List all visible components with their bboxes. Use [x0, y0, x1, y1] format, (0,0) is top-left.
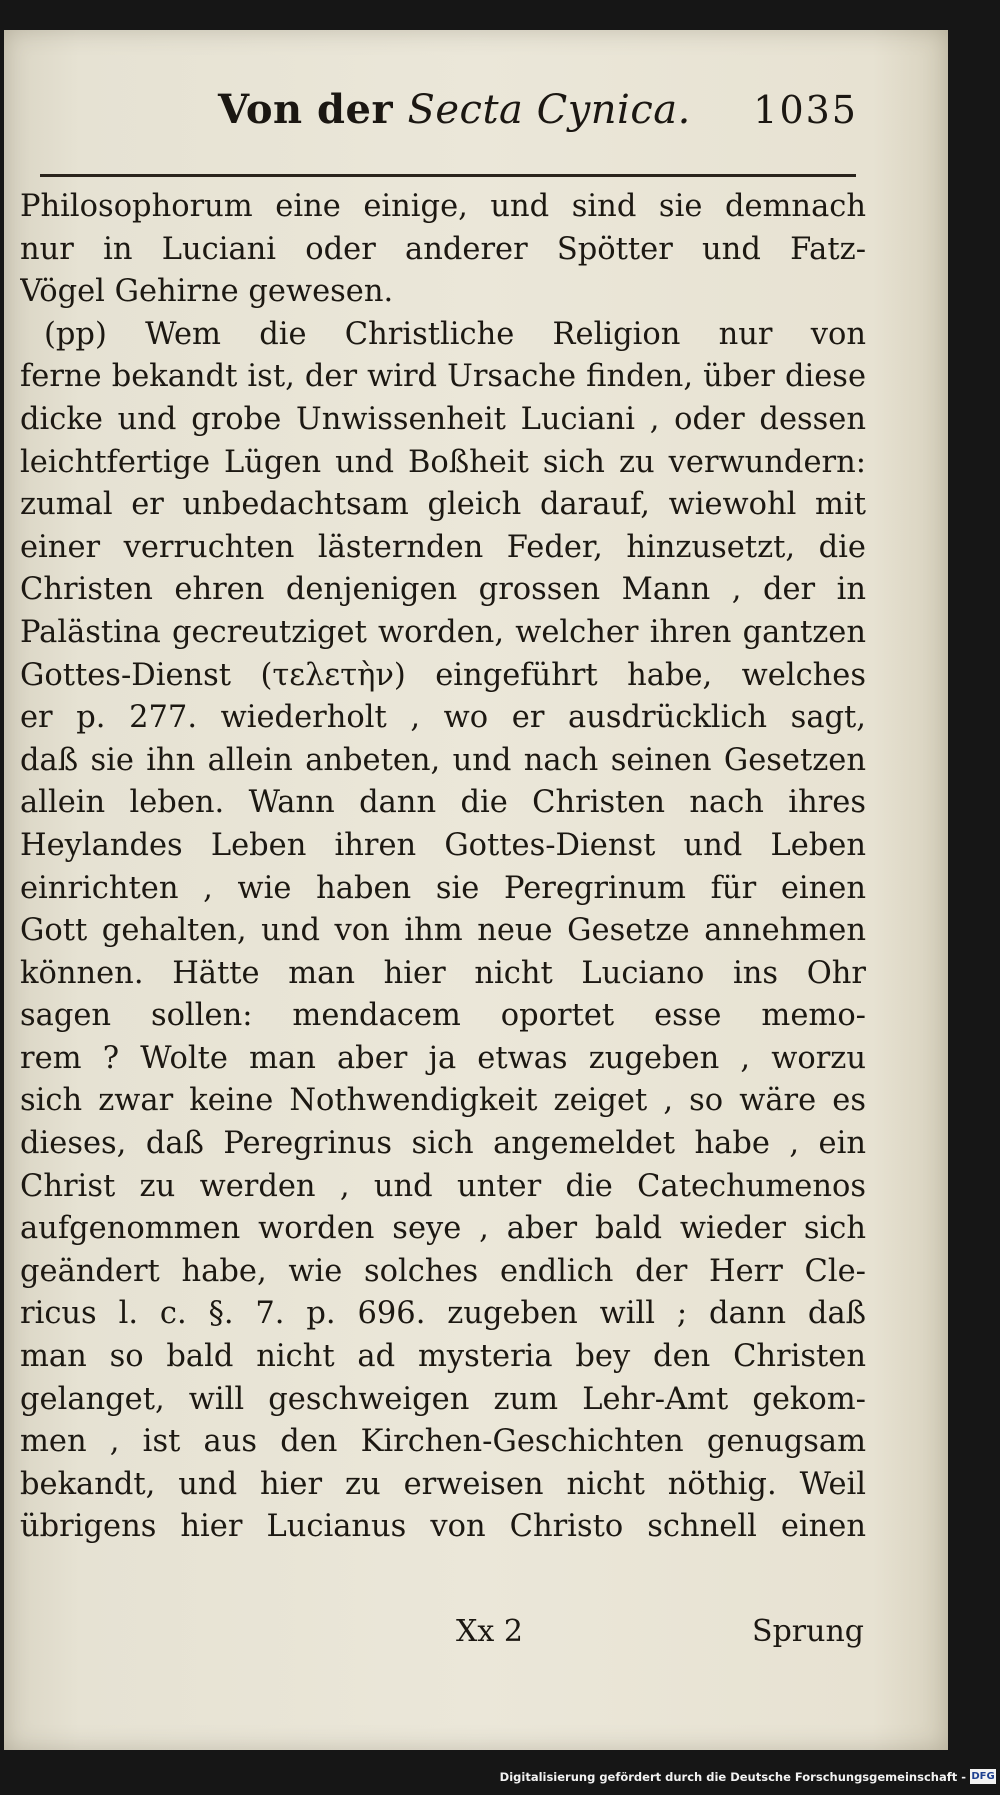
text-line: einrichten , wie haben sie Peregrinum für einen [20, 870, 866, 906]
text-line: bekandt, und hier zu erweisen nicht nöthig. Weil [20, 1466, 866, 1502]
text-line: Heylandes Leben ihren Gottes-Dienst und Leben [20, 827, 866, 863]
text-line: zumal er unbedachtsam gleich darauf, wiewohl mit [20, 487, 866, 523]
text-line: übrigens hier Lucianus von Christo schnell einen [20, 1509, 866, 1545]
dfg-logo: DFG [971, 1771, 995, 1782]
running-title-prefix: Von der [218, 86, 408, 133]
text-line: geändert habe, wie solches endlich der Herr Cle- [20, 1253, 866, 1289]
text-line: Philosophorum eine einige, und sind sie demnach [20, 189, 866, 224]
text-line: ricus l. c. §. 7. p. 696. zugeben will ; dann daß [20, 1296, 866, 1332]
text-line: men , ist aus den Kirchen-Geschichten genugsam [20, 1424, 866, 1460]
text-line: dicke und grobe Unwissenheit Luciani , oder dessen [20, 401, 866, 437]
text-line: rem ? Wolte man aber ja etwas zugeben , worzu [20, 1040, 866, 1076]
text-line: (pp) Wem die Christliche Religion nur von [44, 316, 866, 352]
text-line: leichtfertige Lügen und Boßheit sich zu verwundern: [20, 444, 866, 480]
text-line: er p. 277. wiederholt , wo er ausdrücklich sagt, [20, 700, 866, 736]
running-title [218, 86, 691, 133]
text-line: Gott gehalten, und von ihm neue Gesetze annehmen [20, 913, 866, 949]
text-line: Vögel Gehirne gewesen. [20, 274, 394, 310]
book-page [4, 30, 948, 1750]
text-line: Christ zu werden , und unter die Catechumenos [20, 1168, 866, 1204]
signature-mark: Xx 2 [456, 1614, 523, 1649]
text-line: Gottes-Dienst (τελετὴν) eingeführt habe, welches [20, 657, 866, 693]
text-line: Christen ehren denjenigen grossen Mann , der in [20, 572, 866, 608]
catchword: Sprung [752, 1614, 864, 1649]
text-line: aufgenommen worden seye , aber bald wieder sich [20, 1211, 866, 1247]
text-line: können. Hätte man hier nicht Luciano ins Ohr [20, 955, 866, 991]
body-text [20, 186, 866, 1549]
page-header [218, 86, 858, 146]
text-line: gelanget, will geschweigen zum Lehr-Amt gekom- [20, 1381, 866, 1417]
text-line: daß sie ihn allein anbeten, und nach seinen Gesetzen [20, 742, 866, 778]
text-line: sagen sollen: mendacem oportet esse memo- [20, 998, 866, 1034]
header-rule [40, 174, 856, 177]
text-line: ferne bekandt ist, der wird Ursache finden, über diese [20, 359, 866, 395]
text-line: sich zwar keine Nothwendigkeit zeiget , so wäre es [20, 1083, 866, 1119]
text-line: man so bald nicht ad mysteria bey den Christen [20, 1339, 866, 1375]
page-number: 1035 [753, 88, 858, 132]
digitization-credit: Digitalisierung gefördert durch die Deutsche Forschungsgemeinschaft - [499, 1770, 966, 1784]
text-line: einer verruchten lästernden Feder, hinzusetzt, die [20, 529, 866, 565]
text-line: Palästina gecreutziget worden, welcher ihren gantzen [20, 614, 866, 650]
catchline [456, 1614, 864, 1658]
text-line: allein leben. Wann dann die Christen nach ihres [20, 785, 866, 821]
text-line: nur in Luciani oder anderer Spötter und Fatz- [20, 231, 866, 267]
text-line: dieses, daß Peregrinus sich angemeldet habe , ein [20, 1126, 866, 1162]
running-title-latin: Secta Cynica. [407, 87, 691, 133]
